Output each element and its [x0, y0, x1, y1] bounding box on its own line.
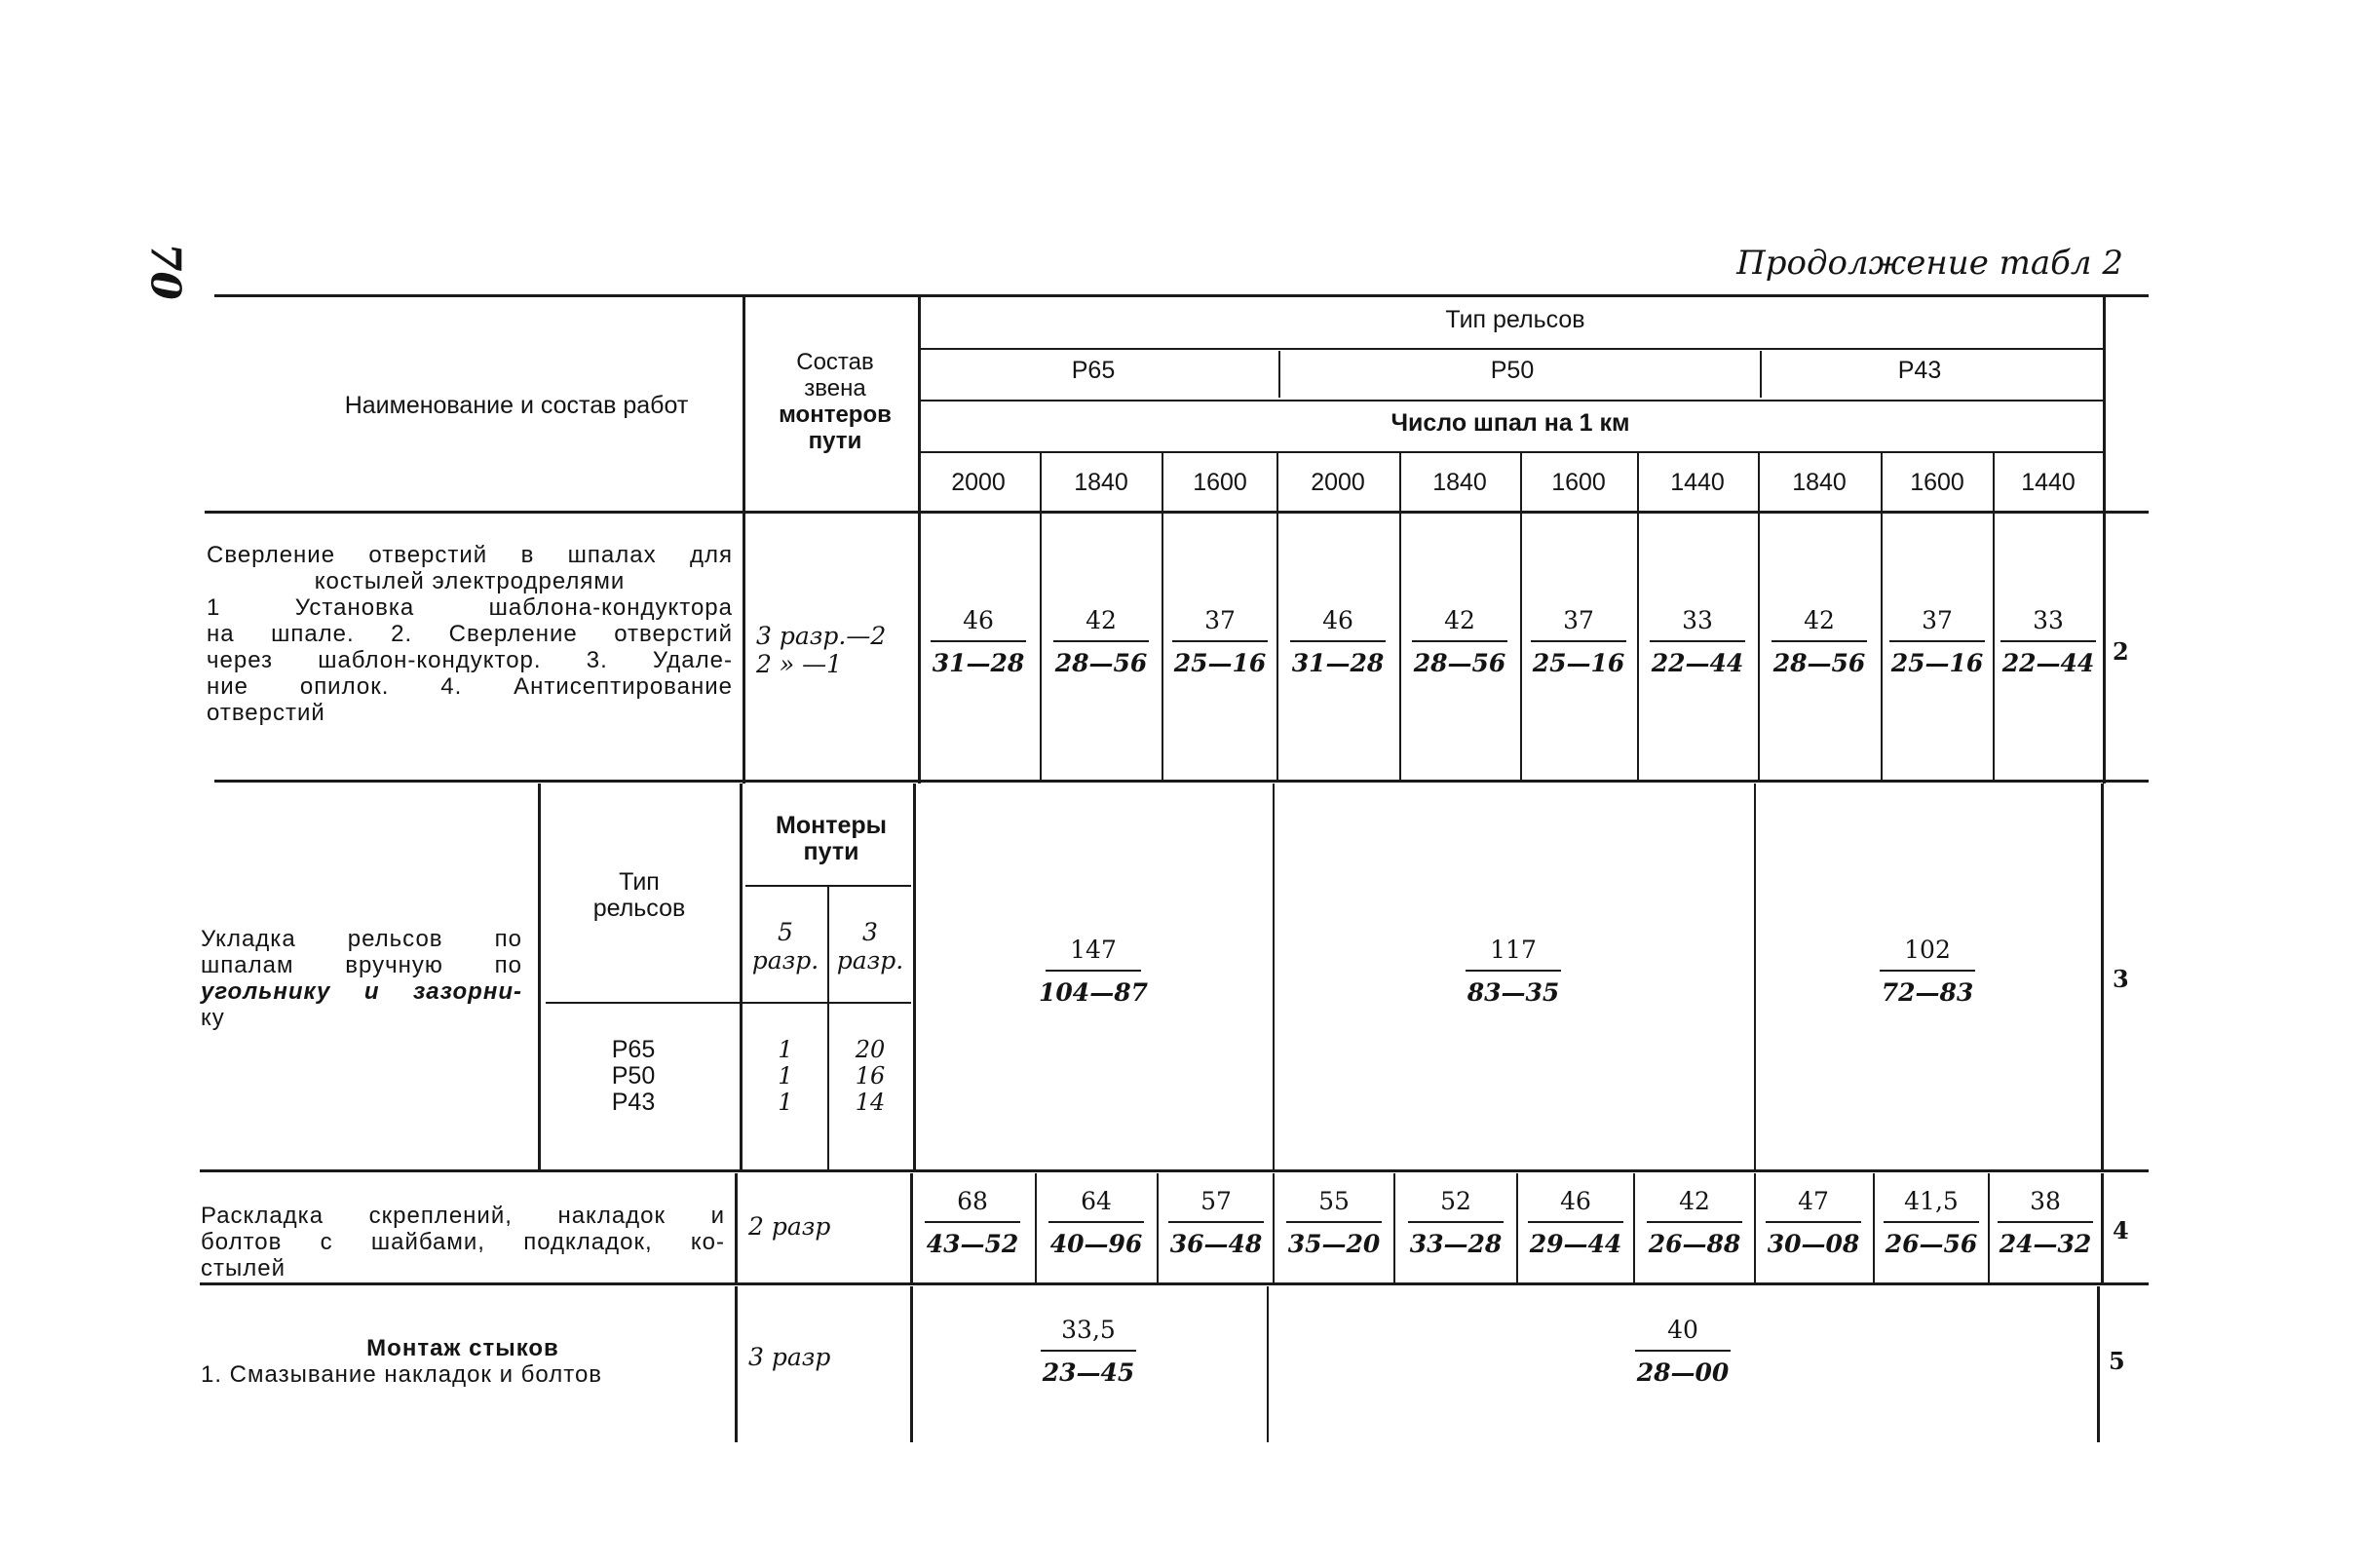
rail-divider	[1267, 1286, 1269, 1442]
row3-title-line: ку	[201, 1005, 225, 1031]
row4-value-numerator: 52	[1408, 1189, 1504, 1223]
row2-number: 2	[2113, 637, 2129, 666]
row2-value-numerator: 33	[2000, 608, 2096, 642]
row2-work-description	[207, 542, 733, 726]
row4-value-numerator: 57	[1168, 1189, 1264, 1223]
subtable-rail: Р43	[611, 1089, 656, 1116]
row5-value-denominator: 28—00	[1636, 1358, 1730, 1387]
subtable-grade-line: 3	[862, 918, 878, 946]
col-divider	[1758, 453, 1760, 780]
page-number: 70	[141, 243, 190, 300]
crew-col-divider	[910, 1173, 913, 1282]
subtable-left-border	[538, 784, 541, 1169]
subtable-rail-type-header	[593, 869, 686, 922]
row5-title-line: Монтаж стыков	[366, 1335, 559, 1361]
row3-value	[1466, 937, 1561, 1005]
col-divider	[1754, 1173, 1756, 1282]
row4-value-denominator: 33—28	[1409, 1230, 1503, 1258]
row2-value-numerator: 42	[1412, 608, 1507, 642]
sleepers-per-km-header: Число шпал на 1 км	[1391, 409, 1630, 437]
row2-value-numerator: 37	[1531, 608, 1626, 642]
row5-value-denominator: 23—45	[1042, 1358, 1135, 1387]
row4-value-denominator: 36—48	[1169, 1230, 1263, 1258]
col-divider	[1516, 1173, 1518, 1282]
sleeper-count-header: 2000	[951, 469, 1006, 496]
crew-col-header	[779, 349, 892, 454]
row4-value-numerator: 42	[1647, 1189, 1742, 1223]
row2-value-denominator: 28—56	[1772, 649, 1866, 677]
rail-header-p43: Р43	[1897, 357, 1942, 384]
row4-value	[925, 1189, 1020, 1256]
sleeper-count-header: 1840	[1432, 469, 1487, 496]
row2-value-numerator: 42	[1772, 608, 1867, 642]
row4-value-numerator: 55	[1286, 1189, 1382, 1223]
subtable-crew-header	[776, 813, 887, 865]
right-border	[2097, 1286, 2100, 1442]
table-top-rule	[214, 294, 2149, 297]
row2-detail-line: на шпале. 2. Сверление отверстий	[207, 621, 733, 647]
rail-divider	[1273, 784, 1275, 1169]
rail-divider	[1760, 351, 1762, 398]
col-divider	[1520, 453, 1522, 780]
right-border	[2103, 294, 2106, 784]
row2-value-denominator: 22—44	[2001, 649, 2095, 677]
row5-number: 5	[2109, 1347, 2125, 1375]
row3-number: 3	[2113, 965, 2129, 993]
crew-col-header-line: пути	[808, 428, 862, 454]
row2-value-numerator: 37	[1172, 608, 1268, 642]
subtable-rail: Р50	[611, 1062, 656, 1090]
row3-value-denominator: 72—83	[1881, 978, 1974, 1007]
col-divider	[1157, 1173, 1159, 1282]
col-divider	[1993, 453, 1995, 780]
subtable-rail: Р65	[611, 1036, 656, 1063]
sleepers-rule	[921, 451, 2105, 453]
row5-value-numerator: 40	[1635, 1318, 1731, 1352]
sleeper-count-header: 1600	[1551, 469, 1606, 496]
work-col-divider	[735, 1286, 738, 1442]
row4-value-numerator: 41,5	[1884, 1189, 1979, 1223]
row5-detail-line: 1. Смазывание накладок и болтов	[201, 1361, 603, 1388]
row5-value	[1635, 1318, 1731, 1385]
row4-value	[1408, 1189, 1504, 1256]
row5-value-numerator: 33,5	[1041, 1318, 1136, 1352]
row4-value-denominator: 24—32	[1999, 1230, 2092, 1258]
subtable-grade3-header	[837, 918, 904, 975]
row5-work-description	[201, 1335, 725, 1388]
row3-value-denominator: 104—87	[1039, 978, 1148, 1007]
row3-bottom-rule	[200, 1169, 2149, 1172]
row2-value-numerator: 37	[1889, 608, 1985, 642]
right-border	[2101, 1173, 2104, 1282]
row2-value	[1412, 608, 1507, 675]
row2-crew-line: 3 разр.—2	[756, 622, 887, 650]
crew-col-divider	[910, 1286, 913, 1442]
row4-value-denominator: 30—08	[1767, 1230, 1860, 1258]
row4-value-denominator: 29—44	[1529, 1230, 1622, 1258]
row2-detail-line: ние опилок. 4. Антисептирование	[207, 673, 733, 700]
row2-value	[1650, 608, 1745, 675]
col-divider	[1881, 453, 1883, 780]
row4-value-denominator: 43—52	[926, 1230, 1019, 1258]
row2-value	[1889, 608, 1985, 675]
col-divider	[1040, 453, 1042, 780]
work-col-divider	[743, 294, 745, 784]
rail-type-header: Тип рельсов	[1445, 306, 1585, 333]
row4-bottom-rule	[200, 1282, 2149, 1285]
header-bottom-rule	[205, 511, 2149, 514]
subtable-crew-line: Монтеры	[776, 812, 887, 839]
right-border	[2101, 784, 2104, 1169]
row2-value-denominator: 25—16	[1890, 649, 1984, 677]
row4-value	[1884, 1189, 1979, 1256]
row2-title-line: костылей электродрелями	[314, 568, 626, 594]
row2-detail-line: через шаблон-кондуктор. 3. Удале-	[207, 647, 733, 673]
subtable-grade3-value: 20	[855, 1036, 886, 1063]
subtable-grade5-value: 1	[778, 1089, 793, 1116]
row4-value	[1647, 1189, 1742, 1256]
row4-value	[1168, 1189, 1264, 1256]
row3-work-description	[201, 926, 522, 1031]
row2-title-line: Сверление отверстий в шпалах для	[207, 542, 733, 568]
sleeper-count-header: 2000	[1311, 469, 1365, 496]
col-divider	[1873, 1173, 1875, 1282]
col-divider	[1988, 1173, 1990, 1282]
rail-type-rule	[921, 348, 2105, 350]
row4-value-numerator: 47	[1766, 1189, 1861, 1223]
row2-value-numerator: 46	[1290, 608, 1386, 642]
row2-value-numerator: 42	[1053, 608, 1149, 642]
row4-value	[1048, 1189, 1144, 1256]
row2-value-denominator: 31—28	[932, 649, 1025, 677]
subtable-crew-line: пути	[803, 838, 859, 865]
row5-crew: 3 разр	[748, 1343, 831, 1371]
subtable-grade-line: разр.	[836, 946, 904, 975]
row2-crew	[756, 622, 886, 678]
row4-value	[1528, 1189, 1623, 1256]
work-col-header-text: Наименование и состав работ	[344, 392, 689, 419]
subtable-grade5-value: 1	[778, 1062, 793, 1090]
row3-value	[1039, 937, 1148, 1005]
row2-value	[1172, 608, 1268, 675]
col-divider	[1162, 453, 1163, 780]
rail-divider	[1754, 784, 1756, 1169]
rail-header-p50: Р50	[1490, 357, 1535, 384]
row4-value-numerator: 64	[1048, 1189, 1144, 1223]
sleeper-count-header: 1840	[1792, 469, 1847, 496]
row3-value-numerator: 102	[1880, 937, 1975, 972]
col-divider	[1399, 453, 1401, 780]
rail-header-p65: Р65	[1071, 357, 1116, 384]
row4-value-numerator: 46	[1528, 1189, 1623, 1223]
col-divider	[1633, 1173, 1635, 1282]
subtable-grade3-values	[856, 1037, 886, 1116]
row2-value-numerator: 33	[1650, 608, 1745, 642]
work-col-header	[345, 394, 689, 418]
subtable-grade3-value: 14	[855, 1089, 886, 1116]
row2-detail-line: отверстий	[207, 700, 325, 726]
col-divider	[1273, 1173, 1275, 1282]
row2-value	[1772, 608, 1867, 675]
row2-value-denominator: 31—28	[1291, 649, 1385, 677]
row4-value-denominator: 40—96	[1049, 1230, 1143, 1258]
row4-work-description	[201, 1203, 725, 1281]
row2-value-denominator: 25—16	[1173, 649, 1267, 677]
rail-name-rule	[921, 400, 2105, 402]
row4-title-line: Раскладка скреплений, накладок и	[201, 1203, 725, 1229]
crew-col-header-line: Состав	[796, 349, 874, 375]
row4-value-denominator: 35—20	[1287, 1230, 1381, 1258]
subtable-crew-divider	[740, 784, 743, 1169]
row4-value-numerator: 38	[1998, 1189, 2093, 1223]
sleeper-count-header: 1600	[1910, 469, 1964, 496]
row2-value	[931, 608, 1026, 675]
subtable-rail-type-line: Тип	[619, 868, 660, 896]
col-divider	[1276, 453, 1278, 780]
row2-value-denominator: 28—56	[1413, 649, 1506, 677]
row3-title-line: шпалам вручную по	[201, 952, 522, 978]
sleeper-count-header: 1440	[2021, 469, 2076, 496]
work-col-divider	[735, 1173, 738, 1282]
col-divider	[1637, 453, 1639, 780]
col-divider	[1393, 1173, 1395, 1282]
row2-value-denominator: 22—44	[1651, 649, 1744, 677]
row3-title-line: Укладка рельсов по	[201, 926, 522, 952]
row4-value-numerator: 68	[925, 1189, 1020, 1223]
row4-value	[1286, 1189, 1382, 1256]
crew-col-header-line: звена	[804, 375, 866, 402]
row3-value-denominator: 83—35	[1467, 978, 1560, 1007]
row3-value	[1880, 937, 1975, 1005]
subtable-grade3-value: 16	[855, 1062, 886, 1090]
row4-title-line: стылей	[201, 1255, 286, 1281]
subtable-grade-divider	[827, 887, 829, 1169]
row4-value	[1998, 1189, 2093, 1256]
row4-title-line: болтов с шайбами, подкладок, ко-	[201, 1229, 725, 1255]
subtable-grade-line: 5	[778, 918, 793, 946]
table-caption: Продолжение табл 2	[1736, 244, 2123, 283]
row2-value	[1290, 608, 1386, 675]
row2-detail-line: 1 Установка шаблона-кондуктора	[207, 594, 733, 621]
subtable-grade5-values	[778, 1037, 792, 1116]
crew-col-header-line: монтеров	[779, 402, 892, 428]
subtable-rail-list	[612, 1037, 655, 1116]
row4-crew: 2 разр	[748, 1212, 831, 1241]
row2-value-denominator: 25—16	[1532, 649, 1625, 677]
row2-crew-line: 2 » —1	[756, 650, 843, 678]
subtable-grade5-header	[752, 918, 819, 975]
row2-bottom-rule	[214, 780, 2149, 783]
subtable-grade-line: разр.	[751, 946, 819, 975]
sleeper-count-header: 1600	[1193, 469, 1247, 496]
row2-value	[1531, 608, 1626, 675]
sleeper-count-header: 1840	[1074, 469, 1128, 496]
subtable-header-rule	[546, 1002, 911, 1004]
row2-value-numerator: 46	[931, 608, 1026, 642]
row4-value	[1766, 1189, 1861, 1256]
row3-value-numerator: 117	[1466, 937, 1561, 972]
row3-value-numerator: 147	[1046, 937, 1141, 972]
col-divider	[1035, 1173, 1037, 1282]
row4-value-denominator: 26—56	[1885, 1230, 1978, 1258]
row2-value-denominator: 28—56	[1054, 649, 1148, 677]
row5-value	[1041, 1318, 1136, 1385]
row4-number: 4	[2113, 1216, 2129, 1244]
crew-col-divider	[913, 784, 916, 1169]
crew-col-divider	[918, 294, 921, 784]
row2-value	[2000, 608, 2096, 675]
row4-value-denominator: 26—88	[1648, 1230, 1741, 1258]
rail-divider	[1278, 351, 1280, 398]
subtable-rail-type-line: рельсов	[592, 895, 686, 922]
sleeper-count-header: 1440	[1670, 469, 1725, 496]
row3-title-line: угольнику и зазорни-	[201, 978, 522, 1005]
subtable-grade5-value: 1	[778, 1036, 793, 1063]
row2-value	[1053, 608, 1149, 675]
